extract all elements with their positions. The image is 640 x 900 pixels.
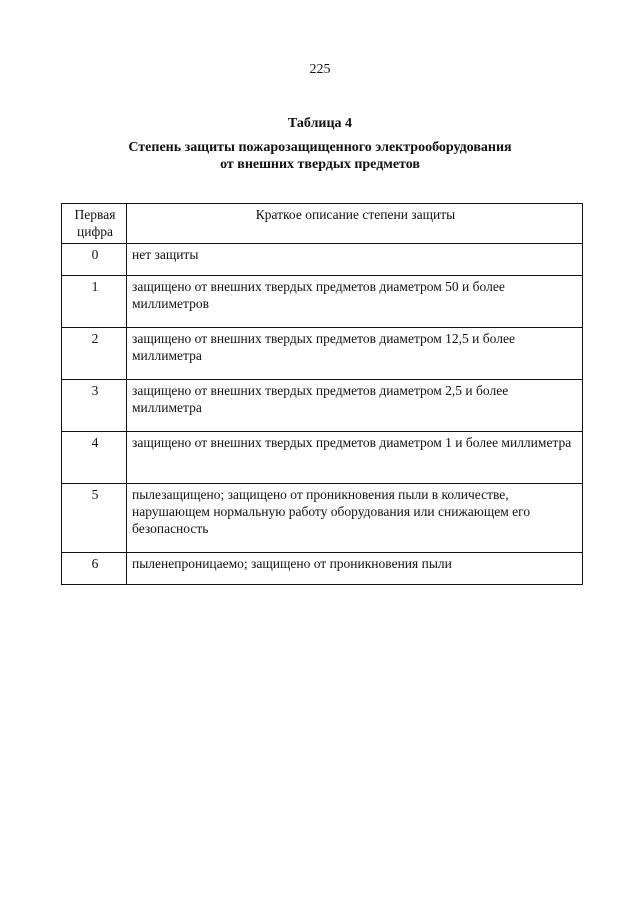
digit-cell: 6: [62, 553, 127, 585]
table-label: Таблица 4: [287, 116, 353, 131]
description-cell: пыленепроницаемо; защищено от проникновения пыли: [127, 553, 583, 585]
protection-degree-table: [61, 203, 583, 585]
digit-cell: 4: [62, 432, 127, 484]
digit-cell: 0: [62, 244, 127, 276]
digit-cell: 5: [62, 484, 127, 553]
header-first-digit-line-1: Первая: [74, 207, 116, 222]
table-header-row: [62, 204, 583, 244]
description-cell: защищено от внешних твердых предметов диаметром 12,5 и более миллиметра: [127, 328, 583, 380]
table-row: [62, 380, 583, 432]
title-line-2: от внешних твердых предметов: [220, 157, 420, 172]
digit-cell: 2: [62, 328, 127, 380]
title-line-1: Степень защиты пожарозащищенного электрооборудования: [128, 140, 512, 155]
table-row: [62, 553, 583, 585]
header-description: Краткое описание степени защиты: [127, 204, 583, 244]
description-cell: защищено от внешних твердых предметов диаметром 1 и более миллиметра: [127, 432, 583, 484]
description-cell: защищено от внешних твердых предметов диаметром 50 и более миллиметров: [127, 276, 583, 328]
page-number: 225: [309, 62, 331, 77]
description-cell: пылезащищено; защищено от проникновения пыли в количестве, нарушающем нормальную работу оборудования или снижающем его безопасность: [127, 484, 583, 553]
description-cell: нет защиты: [127, 244, 583, 276]
digit-cell: 1: [62, 276, 127, 328]
description-cell: защищено от внешних твердых предметов диаметром 2,5 и более миллиметра: [127, 380, 583, 432]
table-row: [62, 432, 583, 484]
digit-cell: 3: [62, 380, 127, 432]
header-first-digit: [62, 204, 127, 244]
table-row: [62, 484, 583, 553]
header-first-digit-line-2: цифра: [77, 224, 113, 239]
table-row: [62, 244, 583, 276]
table-row: [62, 328, 583, 380]
table-row: [62, 276, 583, 328]
table-title: [0, 139, 640, 173]
